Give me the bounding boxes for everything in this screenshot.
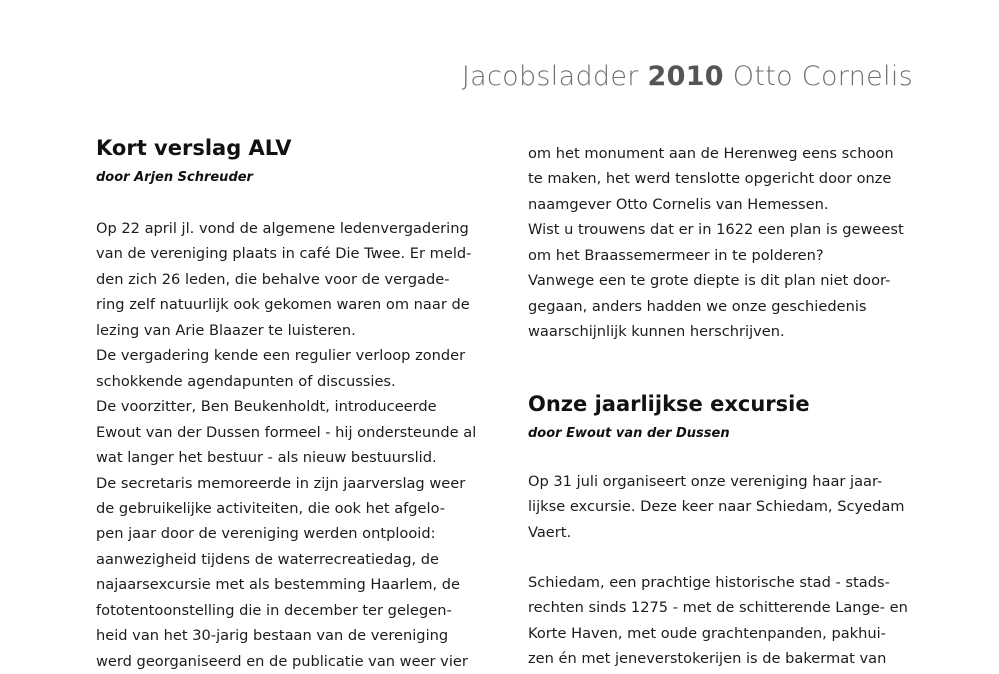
text-line: om het Braassemermeer in te polderen? <box>528 246 824 264</box>
text-line: Vaert. <box>528 523 572 541</box>
text-line: om het monument aan de Herenweg eens schoon <box>528 145 894 162</box>
text-line: Op 22 april jl. vond de algemene ledenvergadering <box>96 220 469 237</box>
text-line: lezing van Arie Blaazer te luisteren. <box>96 321 356 339</box>
text-line: van de vereniging plaats in café Die Twee. Er meld- <box>96 245 472 263</box>
text-line: fototentoonstelling die in december ter gelegen- <box>96 601 452 619</box>
text-line: Vanwege een te grote diepte is dit plan niet door- <box>528 272 891 290</box>
text-line: wat langer het bestuur - als nieuw bestuurslid. <box>96 449 437 467</box>
page-header <box>462 61 913 92</box>
text-line: de gebruikelijke activiteiten, die ook het afgelo- <box>96 499 446 517</box>
article2-author: door Ewout van der Dussen <box>528 426 730 441</box>
text-line: Korte Haven, met oude grachtenpanden, pakhui- <box>528 624 886 642</box>
text-line: te maken, het werd tenslotte opgericht door onze <box>528 170 892 188</box>
text-line: werd georganiseerd en de publicatie van weer vier <box>96 652 468 670</box>
text-line: waarschijnlijk kunnen herschrijven. <box>528 323 785 341</box>
header-suffix: Otto Cornelis <box>723 61 913 92</box>
text-line: rechten sinds 1275 - met de schitterende Lange- en <box>528 599 908 617</box>
text-line: Op 31 juli organiseert onze vereniging haar jaar- <box>528 473 883 490</box>
text-line: schokkende agendapunten of discussies. <box>96 372 396 390</box>
text-line: lijkse excursie. Deze keer naar Schiedam, Scyedam <box>528 498 905 516</box>
text-line: ring zelf natuurlijk ook gekomen waren om naar de <box>96 296 470 314</box>
text-line: gegaan, anders hadden we onze geschiedenis <box>528 297 867 315</box>
text-line: den zich 26 leden, die behalve voor de vergade- <box>96 270 450 288</box>
text-line: Ewout van der Dussen formeel - hij ondersteunde al <box>96 423 477 441</box>
header-year: 2010 <box>647 61 724 92</box>
text-line: heid van het 30-jarig bestaan van de vereniging <box>96 627 449 645</box>
text-line: Schiedam, een prachtige historische stad - stads- <box>528 574 890 591</box>
text-line: De voorzitter, Ben Beukenholdt, introduceerde <box>96 398 437 416</box>
text-line: De vergadering kende een regulier verloop zonder <box>96 347 466 365</box>
text-line: naamgever Otto Cornelis van Hemessen. <box>528 195 829 213</box>
article1-title: Kort verslag ALV <box>96 136 292 160</box>
article2-title: Onze jaarlijkse excursie <box>528 392 810 416</box>
text-line: zen én met jeneverstokerijen is de bakermat van <box>528 650 887 668</box>
text-line: De secretaris memoreerde in zijn jaarverslag weer <box>96 474 466 492</box>
article1-author: door Arjen Schreuder <box>96 170 253 185</box>
text-line: Wist u trouwens dat er in 1622 een plan is geweest <box>528 221 904 239</box>
text-line: pen jaar door de vereniging werden ontplooid: <box>96 525 436 543</box>
header-prefix: Jacobsladder <box>461 61 648 92</box>
text-line: najaarsexcursie met als bestemming Haarlem, de <box>96 576 460 594</box>
text-line: aanwezigheid tijdens de waterrecreatiedag, de <box>96 550 440 568</box>
